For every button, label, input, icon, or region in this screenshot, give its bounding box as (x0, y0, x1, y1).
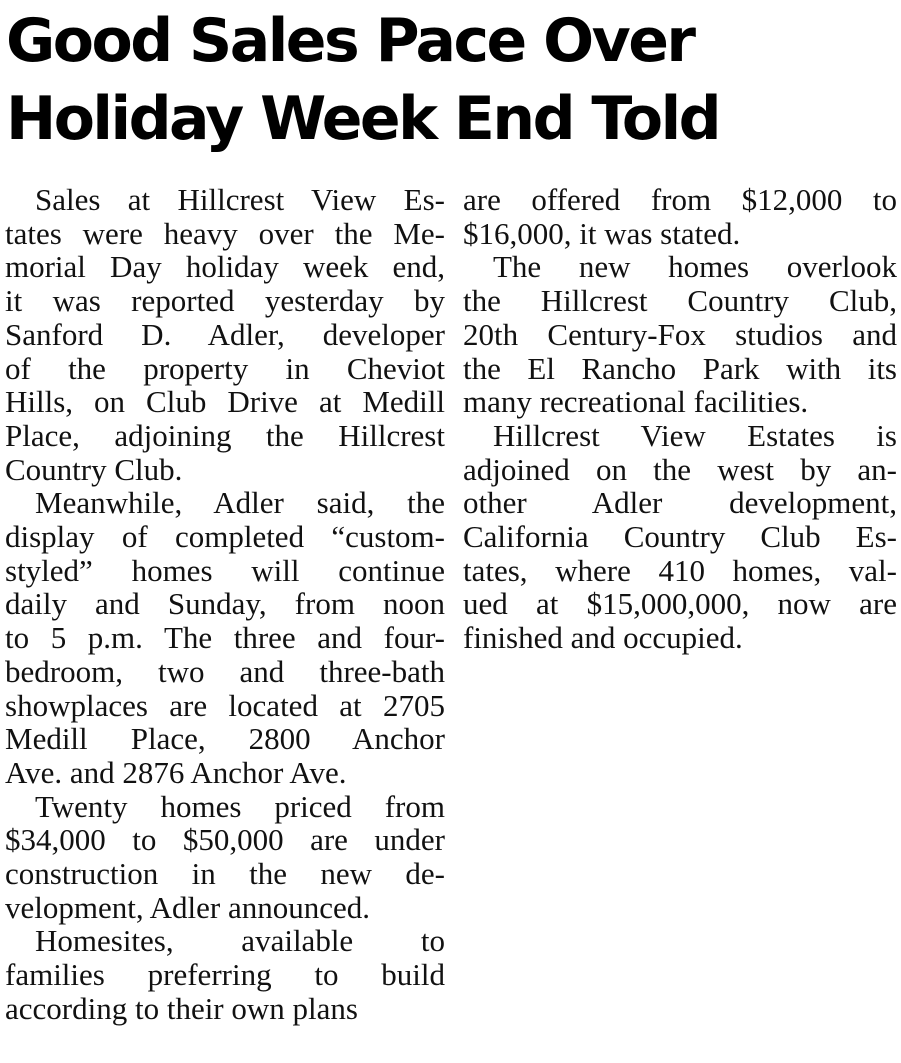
text-line: Sanford D. Adler, developer (5, 316, 445, 352)
text-line: it was reported yesterday by (5, 283, 445, 319)
text-line: The new homes overlook (493, 249, 897, 285)
text-line: daily and Sunday, from noon (5, 586, 445, 622)
text-line: tates were heavy over the Me- (5, 215, 445, 251)
right-column-paragraph (463, 419, 897, 655)
text-line: $34,000 to $50,000 are under (5, 822, 445, 858)
text-line: Country Club. (5, 451, 183, 487)
left-column-paragraph (5, 486, 445, 789)
text-line: other Adler development, (463, 485, 897, 521)
text-line: $16,000, it was stated. (463, 215, 741, 251)
text-line: styled” homes will continue (5, 552, 445, 588)
text-line: Place, adjoining the Hillcrest (5, 417, 445, 453)
headline-line-1: Good Sales Pace Over (6, 6, 694, 76)
text-line: display of completed “custom- (5, 519, 445, 555)
text-line: Ave. and 2876 Anchor Ave. (5, 754, 347, 790)
left-column-paragraph (5, 183, 445, 486)
right-column-paragraph (463, 250, 897, 419)
text-line: Meanwhile, Adler said, the (35, 485, 445, 521)
text-line: according to their own plans (5, 990, 358, 1026)
text-line: adjoined on the west by an- (463, 451, 897, 487)
text-line: of the property in Cheviot (5, 350, 445, 386)
text-line: showplaces are located at 2705 (5, 687, 445, 723)
left-column-paragraph (5, 924, 445, 1025)
text-line: construction in the new de- (5, 856, 445, 892)
text-line: morial Day holiday week end, (5, 249, 445, 285)
text-line: Homesites, available to (35, 923, 445, 959)
text-line: to 5 p.m. The three and four- (5, 620, 445, 656)
text-line: tates, where 410 homes, val- (463, 552, 897, 588)
text-line: finished and occupied. (463, 620, 743, 656)
text-line: Hills, on Club Drive at Medill (5, 384, 445, 420)
left-column (5, 183, 445, 1026)
text-line: velopment, Adler announced. (5, 889, 371, 925)
text-line: Twenty homes priced from (35, 788, 445, 824)
headline-line-2: Holiday Week End Told (6, 84, 720, 154)
text-line: California Country Club Es- (463, 519, 897, 555)
text-line: bedroom, two and three-bath (5, 653, 445, 689)
right-column-paragraph (463, 183, 897, 250)
text-line: Medill Place, 2800 Anchor (5, 721, 445, 757)
text-line: many recreational facilities. (463, 384, 809, 420)
text-line: 20th Century-Fox studios and (463, 316, 897, 352)
right-column (463, 183, 897, 655)
left-column-paragraph (5, 790, 445, 925)
text-line: Hillcrest View Estates is (493, 417, 897, 453)
text-line: Sales at Hillcrest View Es- (35, 182, 445, 217)
text-line: ued at $15,000,000, now are (463, 586, 897, 622)
text-line: the El Rancho Park with its (463, 350, 897, 386)
text-line: the Hillcrest Country Club, (463, 283, 897, 319)
headline (6, 2, 896, 158)
text-line: are offered from $12,000 to (463, 182, 897, 217)
text-line: families preferring to build (5, 957, 445, 993)
